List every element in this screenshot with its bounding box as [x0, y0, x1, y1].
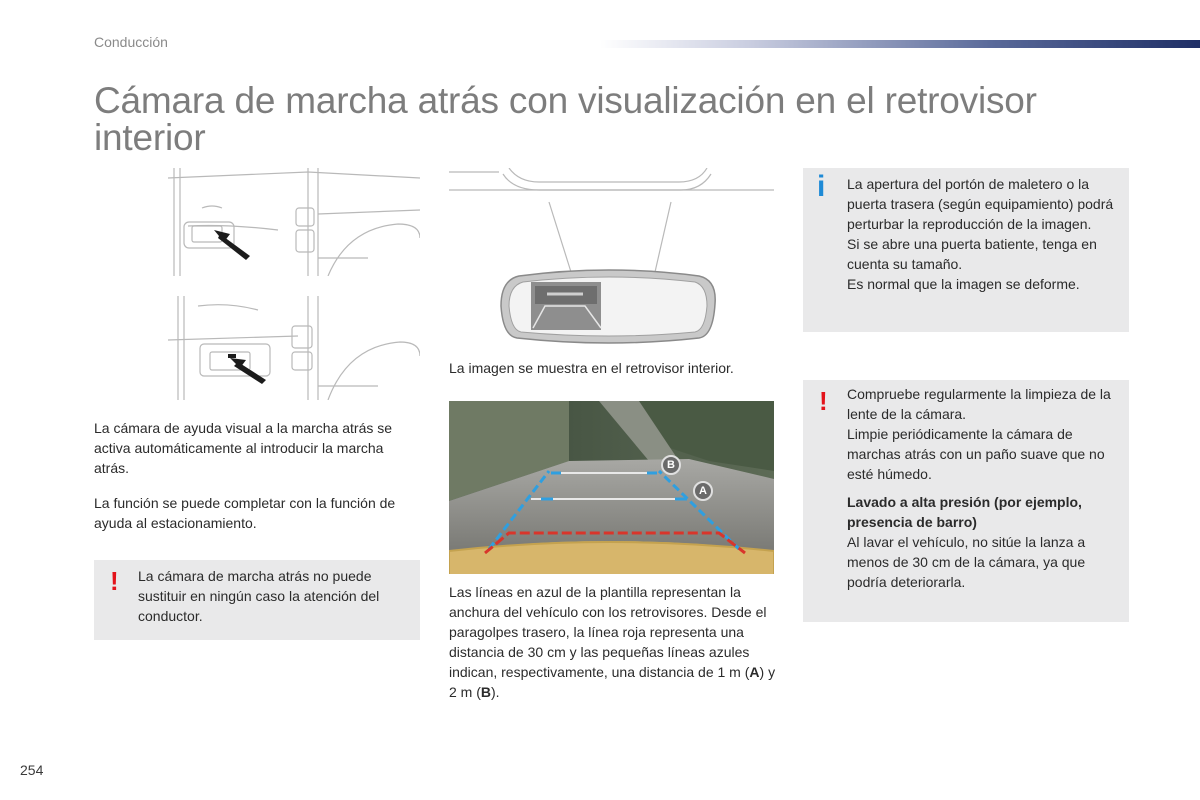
mirror-caption: La imagen se muestra en el retrovisor interior.	[449, 360, 734, 376]
warning-line: Limpie periódicamente la cámara de marchas atrás con un paño suave que no esté húmedo.	[847, 426, 1105, 482]
warning-text	[847, 384, 1123, 592]
rearview-mirror-illustration	[449, 168, 774, 348]
camera-caption-a: A	[749, 664, 760, 680]
camera-caption-part1: Las líneas en azul de la plantilla representan la anchura del vehículo con los retrovisores. Desde el paragolpes trasero, la línea roja representa una distancia de 30 cm y las pequeñas líneas azules indican, respectivamente, una distancia de 1 m (	[449, 584, 767, 680]
camera-caption-part3: ).	[491, 684, 500, 700]
page-title: Cámara de marcha atrás con visualización en el retrovisor interior	[94, 80, 1037, 158]
pressure-wash-text: Al lavar el vehículo, no sitúe la lanza a menos de 30 cm de la cámara, ya que podría deteriorarla.	[847, 534, 1086, 590]
camera-caption-b: B	[480, 684, 492, 700]
camera-caption	[449, 582, 779, 702]
warning-box-right	[803, 380, 1129, 622]
warning-icon: !	[819, 386, 828, 416]
function-paragraph: La función se puede completar con la función de ayuda al estacionamiento.	[94, 495, 396, 531]
intro-paragraph: La cámara de ayuda visual a la marcha atrás se activa automáticamente al introducir la marcha atrás.	[94, 420, 393, 476]
warning-box-left	[94, 560, 420, 640]
camera-caption-part2: ) y 2 m (	[449, 664, 776, 700]
warning-icon: !	[110, 566, 119, 596]
label-b-text: B	[667, 459, 675, 471]
warning-line: Compruebe regularmente la limpieza de la lente de la cámara.	[847, 386, 1111, 422]
header-gradient-bar	[600, 40, 1200, 48]
vehicle-rear-illustration-bottom	[168, 296, 420, 400]
info-line: La apertura del portón de maletero o la puerta trasera (según equipamiento) podrá perturbar la reproducción de la imagen.	[847, 176, 1114, 232]
info-box	[803, 168, 1129, 332]
rear-camera-view-image	[449, 401, 774, 574]
pressure-wash-subheading: Lavado a alta presión (por ejemplo, presencia de barro)	[847, 494, 1082, 530]
label-b-marker	[661, 455, 681, 475]
info-text	[847, 174, 1119, 294]
page-number: 254	[20, 762, 44, 778]
vehicle-rear-illustration-top	[168, 168, 420, 276]
warning-text: La cámara de marcha atrás no puede sustituir en ningún caso la atención del conductor.	[138, 568, 380, 624]
info-line: Si se abre una puerta batiente, tenga en cuenta su tamaño.	[847, 236, 1097, 272]
label-a-marker	[693, 481, 713, 501]
info-line: Es normal que la imagen se deforme.	[847, 276, 1080, 292]
label-a-text: A	[699, 485, 707, 497]
section-label: Conducción	[94, 34, 168, 50]
info-icon: i	[817, 170, 826, 203]
